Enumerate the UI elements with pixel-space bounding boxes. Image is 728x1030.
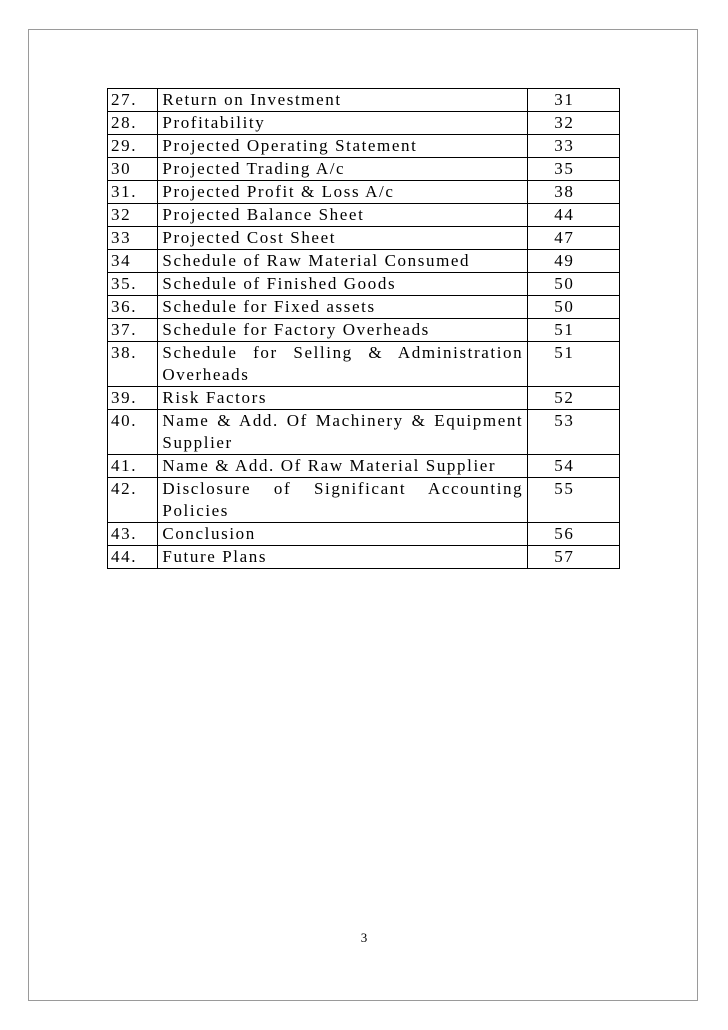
table-row — [108, 227, 620, 250]
toc-item-page: 32 — [528, 112, 620, 135]
table-row — [108, 135, 620, 158]
table-row — [108, 181, 620, 204]
toc-item-title: Name & Add. Of Machinery & Equipment Supplier — [158, 410, 528, 455]
toc-item-page: 51 — [528, 342, 620, 387]
table-row — [108, 342, 620, 387]
toc-item-number: 28. — [108, 112, 158, 135]
toc-item-title: Disclosure of Significant Accounting Policies — [158, 478, 528, 523]
toc-item-title: Projected Operating Statement — [158, 135, 528, 158]
toc-item-title: Schedule of Finished Goods — [158, 273, 528, 296]
table-row — [108, 387, 620, 410]
toc-item-page: 31 — [528, 89, 620, 112]
toc-item-page: 50 — [528, 296, 620, 319]
toc-item-page: 55 — [528, 478, 620, 523]
toc-item-number: 36. — [108, 296, 158, 319]
toc-item-page: 33 — [528, 135, 620, 158]
table-row — [108, 455, 620, 478]
table-row — [108, 158, 620, 181]
table-row — [108, 410, 620, 455]
toc-item-number: 34 — [108, 250, 158, 273]
toc-item-page: 52 — [528, 387, 620, 410]
table-row — [108, 204, 620, 227]
table-row — [108, 273, 620, 296]
toc-item-title: Projected Profit & Loss A/c — [158, 181, 528, 204]
toc-item-number: 37. — [108, 319, 158, 342]
toc-item-page: 53 — [528, 410, 620, 455]
toc-item-number: 35. — [108, 273, 158, 296]
table-row — [108, 89, 620, 112]
toc-item-number: 33 — [108, 227, 158, 250]
toc-item-page: 47 — [528, 227, 620, 250]
toc-item-title: Conclusion — [158, 523, 528, 546]
toc-item-page: 57 — [528, 546, 620, 569]
toc-item-title: Profitability — [158, 112, 528, 135]
toc-item-title: Return on Investment — [158, 89, 528, 112]
toc-item-title: Projected Cost Sheet — [158, 227, 528, 250]
toc-item-number: 38. — [108, 342, 158, 387]
toc-item-title: Schedule for Factory Overheads — [158, 319, 528, 342]
table-row — [108, 523, 620, 546]
toc-item-number: 30 — [108, 158, 158, 181]
toc-item-title: Schedule for Fixed assets — [158, 296, 528, 319]
table-row — [108, 112, 620, 135]
toc-item-number: 41. — [108, 455, 158, 478]
toc-item-page: 49 — [528, 250, 620, 273]
toc-item-title: Risk Factors — [158, 387, 528, 410]
table-row — [108, 319, 620, 342]
page-number: 3 — [360, 930, 368, 945]
toc-item-page: 56 — [528, 523, 620, 546]
toc-item-number: 40. — [108, 410, 158, 455]
toc-item-number: 39. — [108, 387, 158, 410]
toc-item-number: 27. — [108, 89, 158, 112]
toc-item-number: 44. — [108, 546, 158, 569]
toc-item-page: 38 — [528, 181, 620, 204]
toc-item-number: 32 — [108, 204, 158, 227]
toc-item-number: 43. — [108, 523, 158, 546]
toc-item-title: Schedule of Raw Material Consumed — [158, 250, 528, 273]
table-row — [108, 250, 620, 273]
toc-item-number: 42. — [108, 478, 158, 523]
toc-item-page: 44 — [528, 204, 620, 227]
table-row — [108, 478, 620, 523]
toc-item-title: Schedule for Selling & Administration Overheads — [158, 342, 528, 387]
toc-item-page: 50 — [528, 273, 620, 296]
toc-item-title: Name & Add. Of Raw Material Supplier — [158, 455, 528, 478]
toc-item-page: 35 — [528, 158, 620, 181]
toc-item-page: 51 — [528, 319, 620, 342]
toc-item-title: Projected Trading A/c — [158, 158, 528, 181]
table-of-contents — [107, 88, 620, 569]
table-row — [108, 546, 620, 569]
toc-item-number: 31. — [108, 181, 158, 204]
toc-item-title: Projected Balance Sheet — [158, 204, 528, 227]
table-row — [108, 296, 620, 319]
toc-item-title: Future Plans — [158, 546, 528, 569]
toc-item-page: 54 — [528, 455, 620, 478]
toc-item-number: 29. — [108, 135, 158, 158]
